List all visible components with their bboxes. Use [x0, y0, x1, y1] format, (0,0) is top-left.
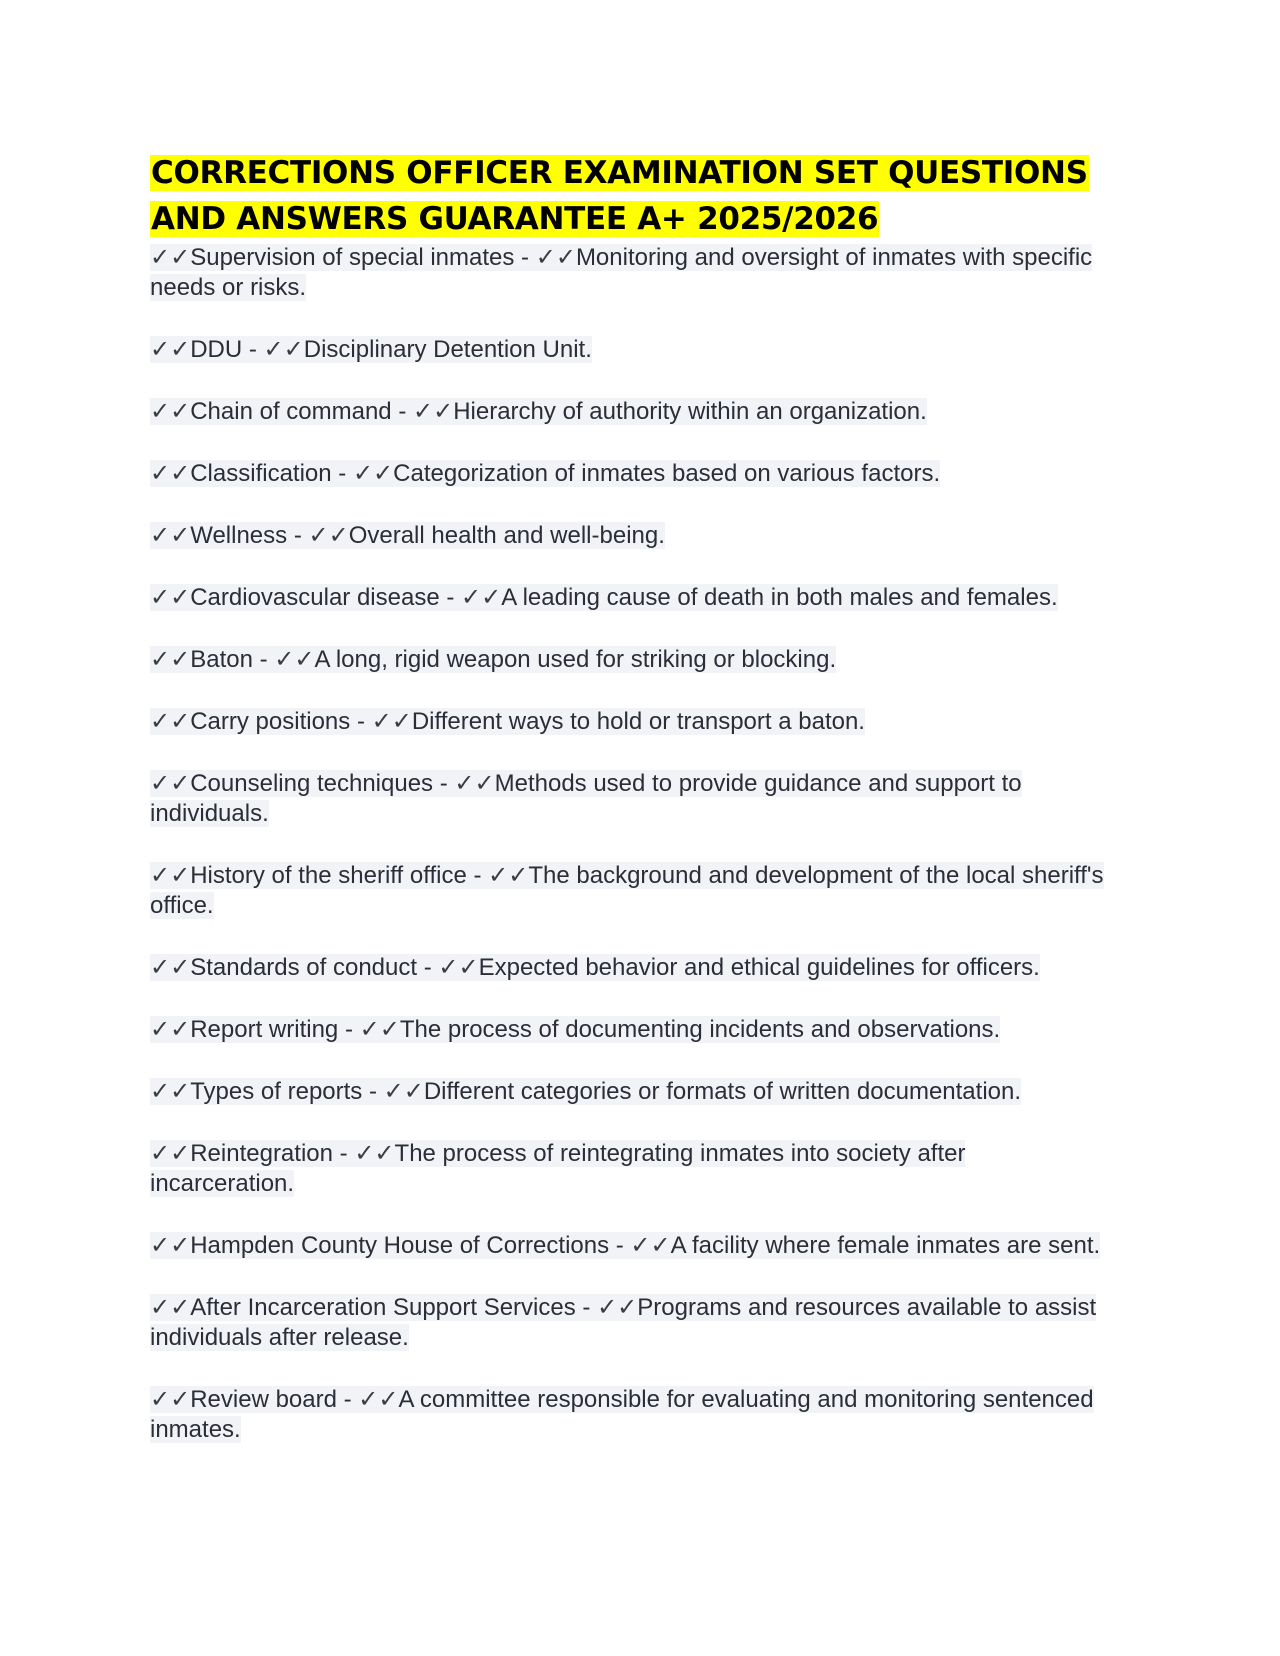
entry-definition: Methods used to provide guidance and support to individuals. — [150, 770, 1022, 827]
entry-text — [150, 1078, 1021, 1105]
checkmark-icon: ✓✓ — [354, 1140, 395, 1167]
entry-text — [150, 862, 1104, 919]
entry-text — [150, 1386, 1094, 1443]
entry-term: Chain of command — [190, 398, 392, 425]
entry-definition: Expected behavior and ethical guidelines for officers. — [478, 954, 1040, 981]
entry-separator: - — [433, 770, 455, 797]
entry-text — [150, 336, 592, 363]
entry-definition: Disciplinary Detention Unit. — [303, 336, 592, 363]
list-item — [150, 953, 1110, 983]
checkmark-icon: ✓✓ — [488, 862, 529, 889]
entry-term: Cardiovascular disease — [190, 584, 440, 611]
checkmark-icon: ✓✓ — [630, 1232, 671, 1259]
list-item — [150, 861, 1110, 921]
entry-definition: Different categories or formats of written documentation. — [423, 1078, 1022, 1105]
checkmark-icon: ✓✓ — [535, 244, 576, 271]
checkmark-icon: ✓✓ — [359, 1016, 400, 1043]
entry-definition: Hierarchy of authority within an organization. — [453, 398, 927, 425]
list-item — [150, 1231, 1110, 1261]
entry-term: Carry positions — [190, 708, 351, 735]
entry-term: Hampden County House of Corrections — [190, 1232, 610, 1259]
entry-definition: Programs and resources available to assist individuals after release. — [150, 1294, 1097, 1351]
checkmark-icon: ✓✓ — [308, 522, 349, 549]
entry-term: Classification — [190, 460, 332, 487]
entry-definition: Different ways to hold or transport a baton. — [411, 708, 865, 735]
entry-separator: - — [439, 584, 462, 611]
entry-definition: A long, rigid weapon used for striking or blocking. — [314, 646, 837, 673]
entry-definition: A committee responsible for evaluating and monitoring sentenced inmates. — [150, 1386, 1094, 1443]
entry-text — [150, 770, 1022, 827]
entry-term: Supervision of special inmates — [190, 244, 515, 271]
checkmark-icon: ✓✓ — [150, 460, 191, 487]
checkmark-icon: ✓✓ — [150, 1294, 191, 1321]
entry-term: After Incarceration Support Services — [190, 1294, 576, 1321]
entry-term: Standards of conduct — [190, 954, 418, 981]
document-title-text: CORRECTIONS OFFICER EXAMINATION SET QUESTIONS AND ANSWERS GUARANTEE A+ 2025/2026 — [151, 155, 1088, 237]
checkmark-icon: ✓✓ — [150, 954, 191, 981]
entry-separator: - — [362, 1078, 384, 1105]
checkmark-icon: ✓✓ — [150, 522, 191, 549]
list-item — [150, 459, 1110, 489]
checkmark-icon: ✓✓ — [150, 1016, 191, 1043]
checkmark-icon: ✓✓ — [150, 646, 191, 673]
entry-text — [150, 244, 1092, 301]
entry-separator: - — [575, 1294, 598, 1321]
entry-text — [150, 1294, 1096, 1351]
entry-definition: The background and development of the local sheriff's office. — [150, 862, 1104, 919]
checkmark-icon: ✓✓ — [274, 646, 315, 673]
checkmark-icon: ✓✓ — [383, 1078, 424, 1105]
entry-separator: - — [466, 862, 489, 889]
entry-text — [150, 708, 865, 735]
checkmark-icon: ✓✓ — [150, 1232, 191, 1259]
entry-definition: A leading cause of death in both males and females. — [501, 584, 1058, 611]
entry-separator: - — [417, 954, 439, 981]
list-item — [150, 397, 1110, 427]
checkmark-icon: ✓✓ — [412, 398, 454, 425]
entry-definition: Overall health and well-being. — [348, 522, 665, 549]
entry-separator: - — [350, 708, 372, 735]
checkmark-icon: ✓✓ — [150, 336, 191, 363]
entry-definition: Categorization of inmates based on various factors. — [393, 460, 941, 487]
entry-separator: - — [332, 1140, 355, 1167]
list-item — [150, 521, 1110, 551]
entry-term: Counseling techniques — [190, 770, 434, 797]
entry-term: Review board — [190, 1386, 337, 1413]
entry-separator: - — [287, 522, 309, 549]
entry-term: Wellness — [190, 522, 288, 549]
entry-text — [150, 646, 836, 673]
checkmark-icon: ✓✓ — [150, 244, 191, 271]
checkmark-icon: ✓✓ — [371, 708, 412, 735]
list-item — [150, 1077, 1110, 1107]
entry-list — [150, 243, 1110, 1445]
entry-separator: - — [336, 1386, 359, 1413]
list-item — [150, 1293, 1110, 1353]
checkmark-icon: ✓✓ — [352, 460, 394, 487]
checkmark-icon: ✓✓ — [358, 1386, 399, 1413]
list-item — [150, 583, 1110, 613]
entry-definition: The process of reintegrating inmates into society after incarceration. — [150, 1140, 966, 1197]
entry-separator: - — [338, 1016, 360, 1043]
entry-text — [150, 954, 1040, 981]
entry-separator: - — [391, 398, 413, 425]
checkmark-icon: ✓✓ — [461, 584, 502, 611]
entry-text — [150, 1140, 965, 1197]
entry-term: DDU — [190, 336, 243, 363]
entry-separator: - — [252, 646, 275, 673]
entry-separator: - — [609, 1232, 631, 1259]
checkmark-icon: ✓✓ — [454, 770, 495, 797]
entry-definition: The process of documenting incidents and observations. — [399, 1016, 1001, 1043]
entry-separator: - — [514, 244, 536, 271]
list-item — [150, 1385, 1110, 1445]
entry-text — [150, 460, 940, 487]
list-item — [150, 335, 1110, 365]
entry-term: History of the sheriff office — [190, 862, 467, 889]
entry-term: Baton — [190, 646, 253, 673]
entry-term: Reintegration — [190, 1140, 333, 1167]
entry-text — [150, 1016, 1000, 1043]
checkmark-icon: ✓✓ — [263, 336, 304, 363]
entry-definition: A facility where female inmates are sent. — [670, 1232, 1101, 1259]
entry-definition: Monitoring and oversight of inmates with specific needs or risks. — [150, 244, 1093, 301]
checkmark-icon: ✓✓ — [150, 1078, 191, 1105]
entry-separator: - — [331, 460, 353, 487]
checkmark-icon: ✓✓ — [150, 1140, 191, 1167]
checkmark-icon: ✓✓ — [150, 770, 191, 797]
checkmark-icon: ✓✓ — [150, 584, 191, 611]
list-item — [150, 769, 1110, 829]
entry-term: Types of reports — [190, 1078, 363, 1105]
list-item — [150, 645, 1110, 675]
entry-text — [150, 1232, 1100, 1259]
checkmark-icon: ✓✓ — [150, 862, 191, 889]
entry-text — [150, 522, 665, 549]
document-title — [150, 150, 1110, 242]
checkmark-icon: ✓✓ — [597, 1294, 638, 1321]
document-page — [150, 150, 1110, 1477]
list-item — [150, 707, 1110, 737]
checkmark-icon: ✓✓ — [150, 398, 191, 425]
entry-separator: - — [242, 336, 264, 363]
entry-term: Report writing — [190, 1016, 339, 1043]
checkmark-icon: ✓✓ — [438, 954, 479, 981]
entry-text — [150, 584, 1058, 611]
checkmark-icon: ✓✓ — [150, 708, 191, 735]
list-item — [150, 1015, 1110, 1045]
list-item — [150, 243, 1110, 303]
entry-text — [150, 398, 927, 425]
checkmark-icon: ✓✓ — [150, 1386, 191, 1413]
list-item — [150, 1139, 1110, 1199]
